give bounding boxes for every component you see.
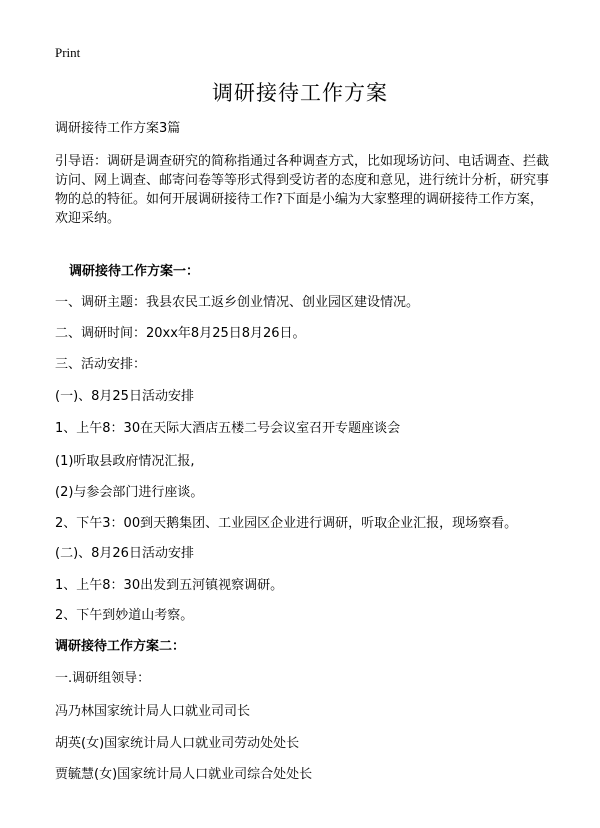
- print-label: Print: [55, 45, 81, 60]
- body-line: (一)、8月25日活动安排: [55, 389, 194, 404]
- body-line: 2、下午到妙道山考察。: [55, 608, 194, 623]
- body-line: (二)、8月26日活动安排: [55, 546, 194, 561]
- body-line: (1)听取县政府情况汇报,: [55, 454, 195, 469]
- body-line: 1、上午8：30出发到五河镇视察调研。: [55, 578, 284, 593]
- document-subtitle: 调研接待工作方案3篇: [55, 121, 181, 136]
- body-line: 胡英(女)国家统计局人口就业司劳动处处长: [55, 736, 300, 751]
- section-heading-two: 调研接待工作方案二：: [55, 639, 186, 654]
- body-line: 一.调研组领导：: [55, 671, 151, 686]
- intro-paragraph: 引导语：调研是调查研究的简称指通过各种调查方式，比如现场访问、电话调查、拦截访问、网上调查、邮寄问卷等等形式得到受访者的态度和意见，进行统计分析，研究事物的总的特征。如何开展调研接待工作?下面是小编为大家整理的调研接待工作方案，欢迎采纳。: [55, 154, 550, 226]
- body-line: 2、下午3：00到天鹅集团、工业园区企业进行调研，听取企业汇报，现场察看。: [55, 516, 518, 531]
- section-heading-one: 调研接待工作方案一：: [69, 264, 200, 279]
- body-line: (2)与参会部门进行座谈。: [55, 485, 204, 500]
- body-line: 贾毓慧(女)国家统计局人口就业司综合处处长: [55, 767, 313, 782]
- body-line: 1、上午8：30在天际大酒店五楼二号会议室召开专题座谈会: [55, 421, 401, 436]
- body-line: 冯乃林国家统计局人口就业司司长: [55, 704, 251, 719]
- body-line: 一、调研主题：我县农民工返乡创业情况、创业园区建设情况。: [55, 295, 420, 310]
- document-title: 调研接待工作方案: [212, 81, 388, 105]
- body-line: 二、调研时间：20xx年8月25日8月26日。: [55, 326, 306, 341]
- body-line: 三、活动安排：: [55, 357, 147, 372]
